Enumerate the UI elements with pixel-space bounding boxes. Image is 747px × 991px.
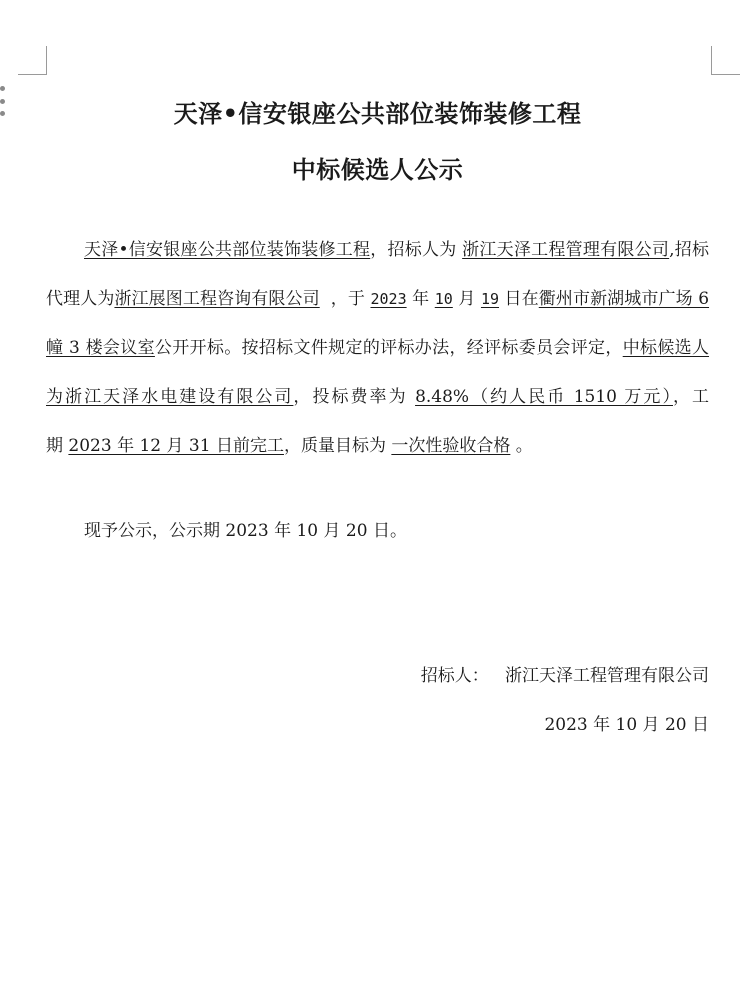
open-month: 10: [434, 290, 453, 308]
document-title: 天泽•信安银座公共部位装饰装修工程: [173, 99, 582, 128]
dot-icon: [0, 111, 5, 116]
bid-rate: 8.48%（约人民币 1510 万元）: [415, 387, 673, 407]
document-subtitle: 中标候选人公示: [291, 155, 464, 184]
signature-name: 浙江天泽工程管理有限公司: [505, 666, 709, 686]
construction-deadline: 2023 年 12 月 31 日前完工: [68, 436, 284, 456]
body-text-segment: ，质量目标为: [283, 436, 386, 456]
crop-mark-top-left: [18, 46, 47, 75]
meeting-location: 衢州市新湖城市广场 6 幢 3 楼会议室: [46, 289, 710, 358]
dot-icon: [0, 86, 5, 91]
open-day: 19: [480, 290, 500, 308]
body-text-segment: ，投标费率为: [293, 387, 408, 407]
signature-date: 2023 年 10 月 20 日: [544, 715, 709, 735]
agent-name: 浙江展图工程咨询有限公司: [114, 289, 320, 309]
winning-candidate: 中标候选人为浙江天泽水电建设有限公司: [46, 338, 710, 407]
body-text-segment: 公开开标。按招标文件规定的评标办法，经评标委员会评定，: [154, 338, 623, 358]
drag-handle-icon[interactable]: [0, 86, 6, 116]
body-text-segment: ，于: [330, 289, 365, 309]
body-text-segment: 日在: [504, 289, 539, 309]
signature-line: [421, 661, 709, 686]
body-text-segment: ，工期: [46, 387, 710, 456]
public-notice-period: 现予公示，公示期 2023 年 10 月 20 日。: [84, 521, 407, 541]
body-text-segment: ,招标代理人为: [46, 240, 710, 309]
body-text-segment: ，招标人为: [370, 240, 457, 260]
quality-target: 一次性验收合格: [391, 436, 511, 456]
open-year: 2023: [370, 290, 407, 308]
body-text-segment: 年: [412, 289, 430, 309]
body-text-segment: 。: [515, 436, 533, 456]
signature-label: 招标人：: [420, 666, 489, 686]
tenderer-name: 浙江天泽工程管理有限公司: [462, 240, 670, 260]
crop-mark-top-right: [711, 46, 740, 75]
body-paragraph: [46, 226, 709, 471]
dot-icon: [0, 99, 5, 104]
body-text-segment: 月: [458, 289, 476, 309]
project-name: 天泽•信安银座公共部位装饰装修工程: [84, 240, 371, 260]
